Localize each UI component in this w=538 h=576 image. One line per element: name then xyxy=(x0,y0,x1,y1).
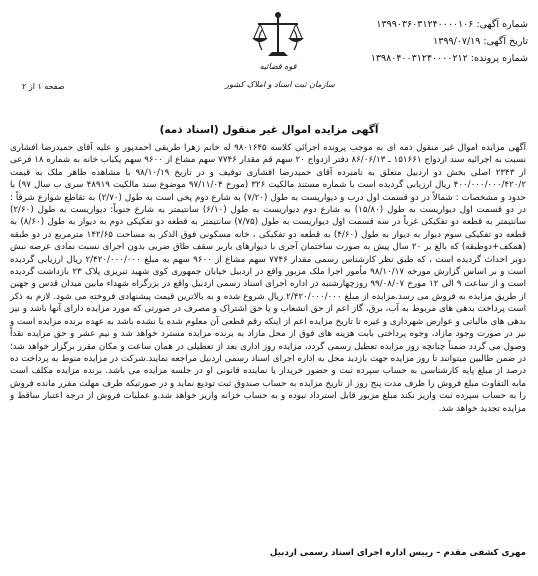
document-title: آگهی مزایده اموال غیر منقول (اسناد ذمه) xyxy=(159,124,379,136)
page-indicator: صفحه ۱ از ۲ xyxy=(22,82,65,91)
document-body xyxy=(10,142,526,415)
org-name: قوه قضائیه xyxy=(259,62,297,71)
judiciary-emblem-icon xyxy=(248,10,308,62)
body-paragraph: آگهی مزایده اموال غیر منقول ذمه ای به موجب پرونده اجرائی کلاسه ۹۸۰۱۶۴۵ له خانم زهرا طریقی احمدپور و علیه آقای حمیدرضا افشاری نسبت به اجرائیه سند ازدواج ۱۵۱۶۶۱ ـ ۸۶/۰۶/۱۳ دفتر ازدواج ۲۰ سهم قم مقدار ۷۷۴۶ سهم مشاع از ۹۶۰۰ سهم یکباب خانه به شماره ۱۸ فرعی از ۲۳۴۳ اصلی بخش دو اردبیل متعلق به نامبرده آقای حمیدرضا افشاری توقیف و در تاریخ ۹۸/۱۰/۱۹ با مشاهده ظاهر ملک به قیمت ۴۰۰/۰۰۰/۰۰۰/۴۲۰/۲ ریال ارزیابی گردیده است با شماره مستند مالکیت ۳۲۶ (مورخ ۹۷/۱۱/۰۴ موضوع سند مالکیت ۴۸۹۱۹ سری ب سال ۹۷) با حدود و مشخصات : شمالاً در دو قسمت اول درب و دیواریست به طول (۷/۲۰) به شارع دوم پخی است به طول (۲/۷۰) به تقاطع شوارع شرقاً : در دو قسمت اول دیواریست به طول (۱۵/۸۰) به شارع دوم دیواریست به طول (۶/۱۰) سانتیمتر به شارع جنوباً: دیواریست به طول (۲/۶۰) سانتیمتر به قطعه دو تفکیکی غرباً در سه قسمت اول دیواریست به طول (۷/۷۵) سانتیمتر به قطعه دو تفکیکی دوم به دیوار به طول (۸/۶۰) به قطعه دو تفکیکی سوم دیوار به دیوار به طول (۴/۶۰) به قطعه دو تفکیکی ، خانه مسکونی فوق الذکر به مساحت ۱۴۲/۶۵ مترمربع در دو طبقه (همکف+دوطبقه) که بالغ بر ۲۰ سال پیش به صورت ساختمان آجری با دیوارهای باربر سقف طاق ضربی بدون اجرای نسبت نمادی عرصه نبش دوبر احداث گردیده است ، که طبق نظر کارشناس رسمی مقدار ۷۷۴۶ سهم مشاع از ۹۶۰۰ سهم به مبلغ ۲/۴۲۰/۰۰۰/۰۰۰ ریال ارزیابی گردیده است و بر اساس گزارش مورخه ۹۸/۱۰/۱۷ مأمور اجرا ملک مزبور واقع در اردبیل خیابان جمهوری کوی شهید تبریزی پلاک ۲۳ بازداشت گردیده است و از ساعت ۹ الی ۱۲ مورخ ۹۹/۰۸/۰۷ روزچهارشنبه در اداره اجرای اسناد رسمی اردبیل واقع در بزرگراه شهداء مابین میدان قدس و جهین از طریق مزایده به فروش می رسد.مزایده از مبلغ ۲/۴۲۰/۰۰۰/۰۰۰ ریال شروع شده و به بالاترین قیمت پیشنهادی فروخته می شود. لازم به ذکر است پرداخت بدهی های مربوط به آب، برق، گاز اعم از حق انشعاب و یا حق اشتراک و مصرف در صورتی که مورد مزایده دارای آنها باشد و نیز بدهی های مالیاتی و عوارض شهرداری و غیره تا تاریخ مزایده اعم از اینکه رقم قطعی آن معلوم شده یا نشده باشد به عهده برنده مزایده است و نیز در صورت وجود مازاد، وجوه پرداختی بابت هزینه های فوق از محل مازاد به برنده مزایده مسترد خواهد شد و نیم عشر و حق مزایده نقداً وصول می گردد ضمناً چنانچه روز مزایده تعطیل رسمی گردد، مزایده روز اداری بعد از تعطیلی در همان ساعت و مکان مقرر برگزار خواهد شد؛ در ضمن طالبین میتوانند تا روز مزایده جهت بازدید محل به اداره اجرای اسناد رسمی اردبیل مراجعه نمایند.شرکت در مزایده منوط به پرداخت ده درصد از مبلغ پایه کارشناسی به حساب سپرده ثبت و حضور خریدار یا نماینده قانونی او در جلسه مزایده می باشد. برنده مزایده مکلف است مابه التفاوت مبلغ فروش را ظرف مدت پنج روز از تاریخ مزایده به حساب صندوق ثبت تودیع نماید و در صورتیکه ظرف مهلت مقرر مانده فروش را به حساب سپرده ثبت واریز نکند مبلغ مزبور قابل استرداد نبوده و به حساب خزانه واریز خواهد شد.و عملیات فروش از درجه اعتبار ساقط و مزایده تجدید خواهد شد. xyxy=(10,143,527,414)
ad-date: تاریخ آگهی: ۱۳۹۹/۰۷/۱۹ xyxy=(433,36,528,47)
ad-number: شماره آگهی: ۱۳۹۹۰۳۶۰۳۱۲۴۰۰۰۰۱۰۶ xyxy=(376,19,528,30)
ad-meta-block xyxy=(323,16,528,67)
case-number: شماره پرونده: ۱۳۹۸۰۴۰۰۳۱۲۴۰۰۰۰۲۱۲ xyxy=(370,53,528,64)
document-header xyxy=(0,0,538,118)
signature-line: مهری کشفی مقدم – رییس اداره اجرای اسناد رسمی اردبیل xyxy=(269,548,526,558)
org-subtitle: سازمان ثبت اسناد و املاک کشور xyxy=(225,80,335,89)
